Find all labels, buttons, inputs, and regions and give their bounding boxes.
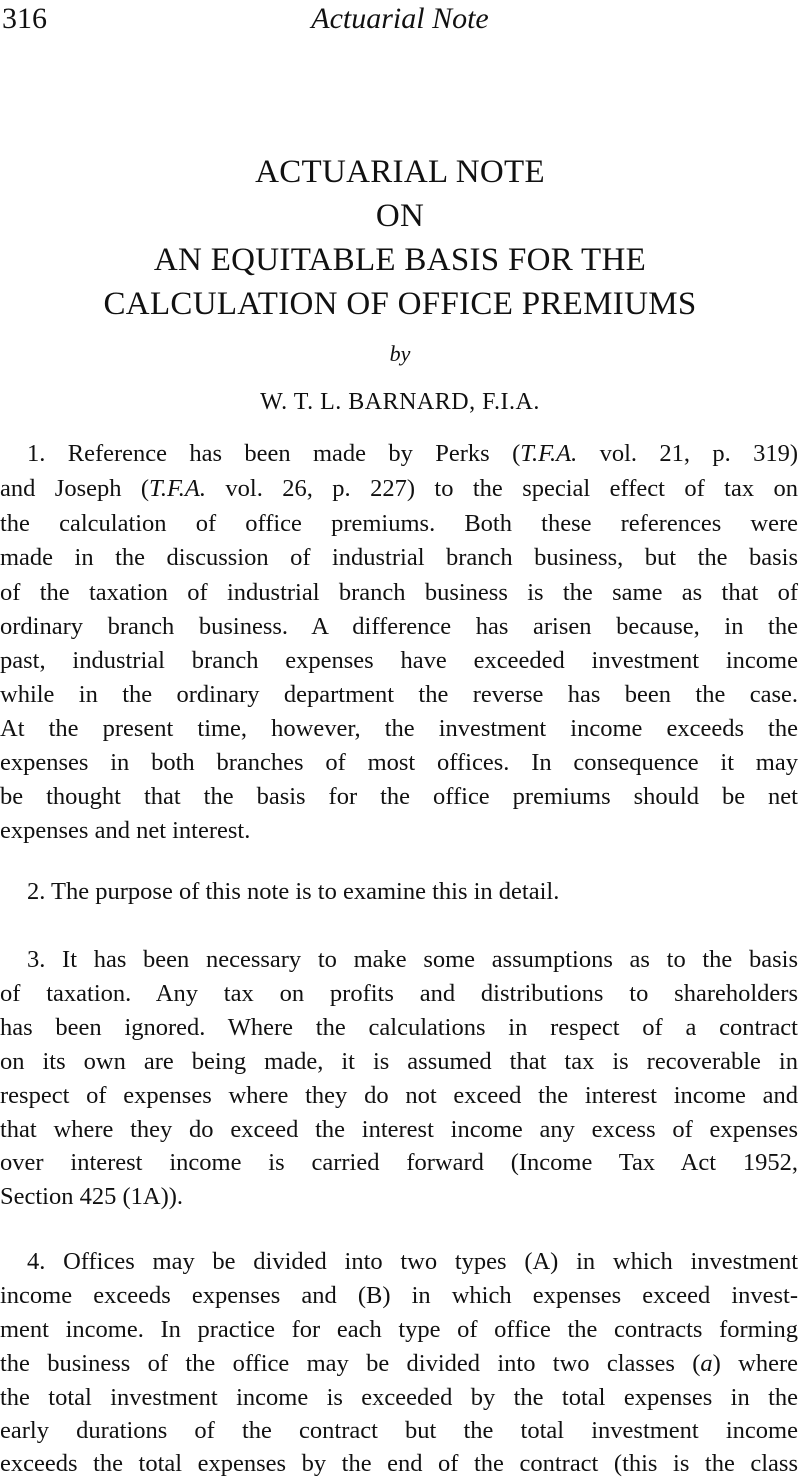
text-line: respect of expenses where they do not exceed the interest income and bbox=[0, 1082, 798, 1109]
author: W. T. L. BARNARD, F.I.A. bbox=[260, 389, 540, 415]
text-line: over interest income is carried forward (Income Tax Act 1952, bbox=[0, 1149, 798, 1176]
text-line: the calculation of office premiums. Both these references were bbox=[0, 510, 798, 537]
text-line: exceeds the total expenses by the end of the contract (this is the class bbox=[0, 1450, 798, 1477]
text-line: Section 425 (1A)). bbox=[0, 1183, 184, 1210]
text-line: be thought that the basis for the office premiums should be net bbox=[0, 783, 798, 810]
title-line: ACTUARIAL NOTE bbox=[255, 154, 545, 190]
text-line: income exceeds expenses and (B) in which expenses exceed invest- bbox=[0, 1282, 798, 1309]
text-line: has been ignored. Where the calculations in respect of a contract bbox=[0, 1014, 798, 1041]
text-line: the total investment income is exceeded by the total expenses in the bbox=[0, 1384, 798, 1411]
text-line: on its own are being made, it is assumed that tax is recoverable in bbox=[0, 1048, 798, 1075]
page-number: 316 bbox=[2, 2, 47, 35]
text-line: ment income. In practice for each type of office the contracts forming bbox=[0, 1316, 798, 1343]
text-line: expenses in both branches of most offices. In consequence it may bbox=[0, 749, 798, 776]
title-line: AN EQUITABLE BASIS FOR THE bbox=[153, 242, 647, 278]
byline: by bbox=[389, 341, 411, 366]
page-header bbox=[0, 0, 800, 50]
text-line: expenses and net interest. bbox=[0, 817, 251, 844]
text-line: 3. It has been necessary to make some assumptions as to the basis bbox=[27, 946, 798, 973]
article-title bbox=[0, 150, 800, 326]
text-line: of the taxation of industrial branch business is the same as that of bbox=[0, 579, 798, 606]
text-line: 1. Reference has been made by Perks (T.F.A. vol. 21, p. 319) bbox=[27, 440, 798, 467]
title-line: CALCULATION OF OFFICE PREMIUMS bbox=[103, 286, 697, 322]
text-line: while in the ordinary department the reverse has been the case. bbox=[0, 681, 798, 708]
text-line: and Joseph (T.F.A. vol. 26, p. 227) to the special effect of tax on bbox=[0, 475, 798, 502]
text-line: ordinary branch business. A difference has arisen because, in the bbox=[0, 613, 798, 640]
text-line: early durations of the contract but the total investment income bbox=[0, 1417, 798, 1444]
text-line: the business of the office may be divided into two classes (a) where bbox=[0, 1350, 798, 1377]
text-line: past, industrial branch expenses have exceeded investment income bbox=[0, 647, 798, 674]
running-head: Actuarial Note bbox=[311, 2, 489, 35]
title-line: ON bbox=[375, 198, 425, 234]
text-line: 2. The purpose of this note is to examine this in detail. bbox=[27, 878, 560, 905]
text-line: of taxation. Any tax on profits and distributions to shareholders bbox=[0, 980, 798, 1007]
text-line: 4. Offices may be divided into two types (A) in which investment bbox=[27, 1248, 798, 1275]
text-line: that where they do exceed the interest income any excess of expenses bbox=[0, 1116, 798, 1143]
text-line: At the present time, however, the investment income exceeds the bbox=[0, 715, 798, 742]
text-line: made in the discussion of industrial branch business, but the basis bbox=[0, 544, 798, 571]
